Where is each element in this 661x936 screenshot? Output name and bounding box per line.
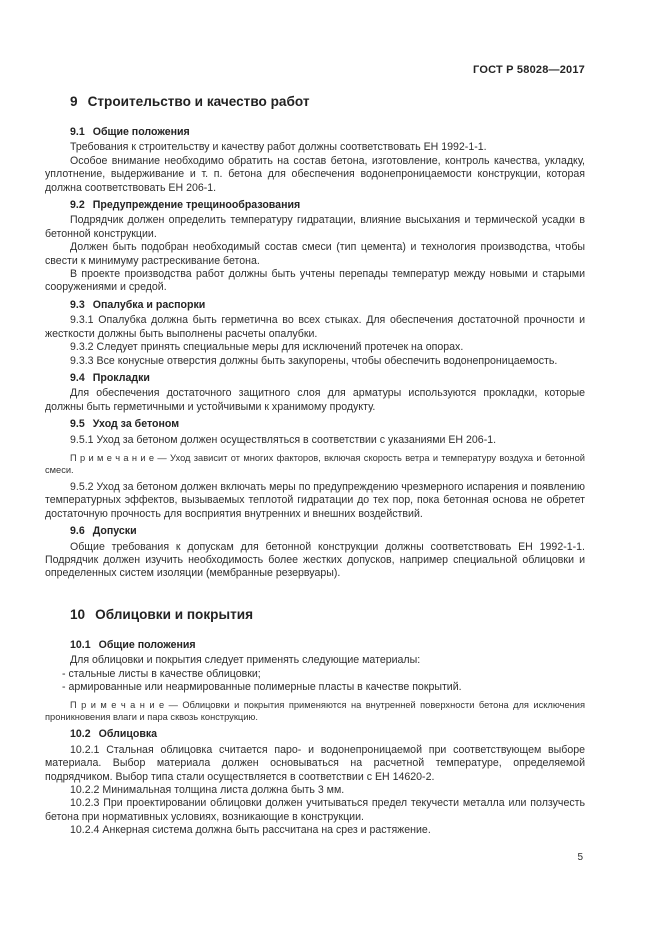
- section-heading: [45, 199, 585, 212]
- note: П р и м е ч а н и е — Облицовки и покрытия применяются на внутренней поверхности бетона для исключения проникновения влаги и пара сквозь конструкцию.: [45, 700, 585, 723]
- paragraph: Подрядчик должен определить температуру гидратации, влияние высыхания и термической усадки в бетонной конструкции.: [45, 214, 585, 240]
- section-heading: [45, 372, 585, 385]
- list-item: - армированные или неармированные полимерные пласты в качестве покрытий.: [62, 681, 462, 693]
- paragraph: 9.3.3 Все конусные отверстия должны быть закупорены, чтобы обеспечить водонепроницаемость.: [70, 354, 558, 367]
- section-heading: [45, 418, 585, 431]
- heading-number: 9.4: [70, 371, 85, 384]
- heading-text: Общие положения: [98, 638, 196, 651]
- heading-text: Допуски: [92, 525, 137, 538]
- heading-number: 9: [70, 94, 78, 109]
- paragraph: Общие требования к допускам для бетонной конструкции должны соответствовать ЕН 1992-1-1. Подрядчик должен изучить необходимость более жестких допусков, например специальной облицовки и определенных систем изоляции (мембранные резервуары).: [45, 540, 585, 580]
- section-heading: [45, 525, 585, 538]
- heading-text: Уход за бетоном: [92, 418, 180, 431]
- heading-text: Опалубка и распорки: [92, 298, 206, 311]
- heading-number: 9.6: [70, 525, 85, 538]
- heading-text: Облицовки и покрытия: [95, 606, 254, 622]
- section-heading: [45, 728, 585, 741]
- heading-text: Общие положения: [92, 126, 190, 138]
- section-heading: [45, 299, 585, 312]
- list-item: - стальные листы в качестве облицовки;: [62, 667, 261, 680]
- paragraph: Должен быть подобран необходимый состав смеси (тип цемента) и технология производства, чтобы свести к минимуму растрескивание бетона.: [45, 241, 585, 267]
- note: П р и м е ч а н и е — Уход зависит от многих факторов, включая скорость ветра и температуру воздуха и бетонной смеси.: [45, 452, 585, 475]
- paragraph: Требования к строительству и качеству работ должны соответствовать ЕН 1992-1-1.: [70, 141, 487, 154]
- heading-number: 9.3: [70, 298, 85, 311]
- heading-number: 9.2: [70, 199, 85, 212]
- heading-number: 9.5: [70, 418, 85, 431]
- document-body: [45, 93, 585, 838]
- paragraph: 10.2.2 Минимальная толщина листа должна быть 3 мм.: [70, 784, 345, 797]
- paragraph: 9.5.1 Уход за бетоном должен осуществляться в соответствии с указаниями ЕН 206-1.: [70, 433, 497, 446]
- page-number: 5: [577, 852, 583, 863]
- paragraph: Для обеспечения достаточного защитного слоя для арматуры используются прокладки, которые должны быть герметичными и устойчивыми к хранимому продукту.: [45, 387, 585, 413]
- chapter-heading: [45, 606, 585, 623]
- section-heading: [45, 639, 585, 652]
- paragraph: 10.2.3 При проектировании облицовки должен учитываться предел текучести металла или ползучесть бетона при нормативных условиях, возникающие в конструкции.: [45, 797, 585, 823]
- heading-number: 10.1: [70, 638, 91, 651]
- heading-number: 10.2: [70, 728, 91, 741]
- paragraph: 9.3.2 Следует принять специальные меры для исключений протечек на опорах.: [70, 341, 464, 354]
- running-header: ГОСТ Р 58028—2017: [473, 64, 585, 76]
- paragraph: Особое внимание необходимо обратить на состав бетона, изготовление, контроль качества, укладку, уплотнение, выдерживание и т. п. бетона для обеспечения водонепроницаемости конструкции, которая должна соответствовать ЕН 206-1.: [45, 154, 585, 194]
- heading-text: Предупреждение трещинообразования: [92, 199, 301, 212]
- heading-text: Облицовка: [98, 728, 158, 741]
- heading-number: 9.1: [70, 126, 85, 138]
- paragraph: Для облицовки и покрытия следует применять следующие материалы:: [70, 654, 421, 667]
- heading-text: Строительство и качество работ: [87, 94, 310, 109]
- section-heading: [45, 126, 585, 139]
- paragraph: 9.5.2 Уход за бетоном должен включать меры по предупреждению чрезмерного испарения и появлению температурных эффектов, вызываемых теплотой гидратации до тех пор, пока бетонная основа не обретет достаточную прочность для восприятия внутренних и внешних воздействий.: [45, 480, 585, 520]
- heading-number: 10: [70, 606, 86, 622]
- paragraph: 10.2.1 Стальная облицовка считается паро- и водонепроницаемой при соответствующем выборе материала. Выбор материала должен основываться на расчетной температуре, определяемой подрядчиком. Выбор типа стали осуществляется в соответствии с ЕН 14620-2.: [45, 743, 585, 783]
- paragraph: В проекте производства работ должны быть учтены перепады температур между новыми и старыми сооружениями и средой.: [45, 268, 585, 294]
- chapter-heading: [45, 93, 585, 110]
- paragraph: 10.2.4 Анкерная система должна быть рассчитана на срез и растяжение.: [70, 824, 431, 837]
- heading-text: Прокладки: [92, 371, 150, 384]
- paragraph: 9.3.1 Опалубка должна быть герметична во всех стыках. Для обеспечения достаточной прочности и жесткости должны быть выполнены расчеты опалубки.: [45, 314, 585, 340]
